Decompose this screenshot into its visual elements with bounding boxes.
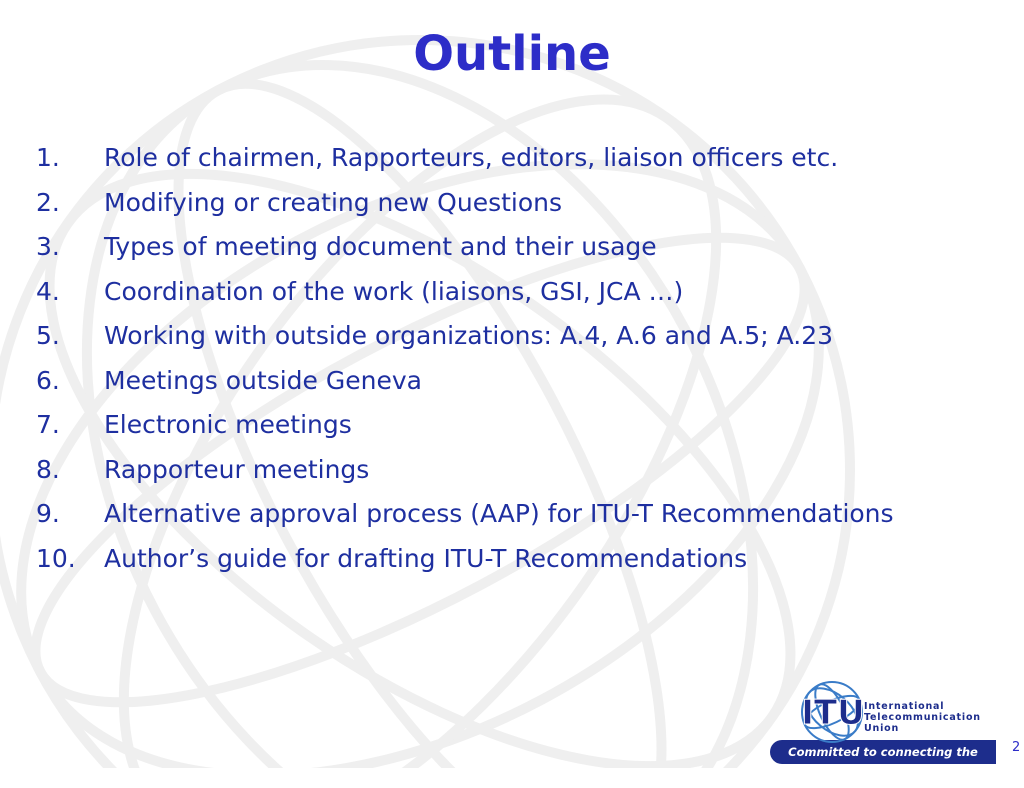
item-number: 1. bbox=[36, 143, 60, 172]
org-line: Telecommunication bbox=[864, 712, 981, 723]
item-text: Coordination of the work (liaisons, GSI, JCA …) bbox=[104, 276, 684, 306]
item-text: Electronic meetings bbox=[104, 410, 352, 439]
item-text: Author’s guide for drafting ITU-T Recommendations bbox=[104, 543, 748, 573]
page-number: 2 bbox=[1012, 740, 1021, 755]
item-number: 5. bbox=[36, 321, 60, 350]
item-number: 2. bbox=[36, 187, 60, 217]
list-item bbox=[36, 140, 996, 175]
outline-list bbox=[36, 140, 996, 585]
org-name bbox=[864, 701, 981, 734]
list-item bbox=[36, 452, 996, 487]
item-number: 4. bbox=[36, 276, 60, 306]
item-number: 6. bbox=[36, 365, 60, 395]
list-item bbox=[36, 274, 996, 309]
item-text: Alternative approval process (AAP) for ITU-T Recommendations bbox=[104, 499, 894, 528]
list-item bbox=[36, 363, 996, 398]
tagline: Committed to connecting the world bbox=[788, 745, 978, 783]
item-number: 3. bbox=[36, 232, 60, 261]
item-number: 9. bbox=[36, 499, 60, 528]
list-item bbox=[36, 185, 996, 220]
list-item bbox=[36, 229, 996, 264]
list-item bbox=[36, 541, 996, 576]
list-item bbox=[36, 496, 996, 531]
org-line: Union bbox=[864, 723, 900, 734]
item-number: 8. bbox=[36, 454, 60, 484]
org-line: International bbox=[864, 701, 945, 712]
item-text: Working with outside organizations: A.4, A.6 and A.5; A.23 bbox=[104, 321, 834, 350]
list-item bbox=[36, 407, 996, 442]
logo-text: ITU bbox=[801, 693, 865, 733]
item-text: Meetings outside Geneva bbox=[104, 365, 422, 395]
item-number: 7. bbox=[36, 410, 60, 439]
item-text: Modifying or creating new Questions bbox=[104, 187, 563, 217]
item-number: 10. bbox=[36, 543, 76, 573]
item-text: Role of chairmen, Rapporteurs, editors, liaison officers etc. bbox=[104, 143, 839, 172]
item-text: Types of meeting document and their usage bbox=[104, 232, 657, 261]
list-item bbox=[36, 318, 996, 353]
item-text: Rapporteur meetings bbox=[104, 454, 370, 484]
slide-title: Outline bbox=[413, 26, 611, 82]
